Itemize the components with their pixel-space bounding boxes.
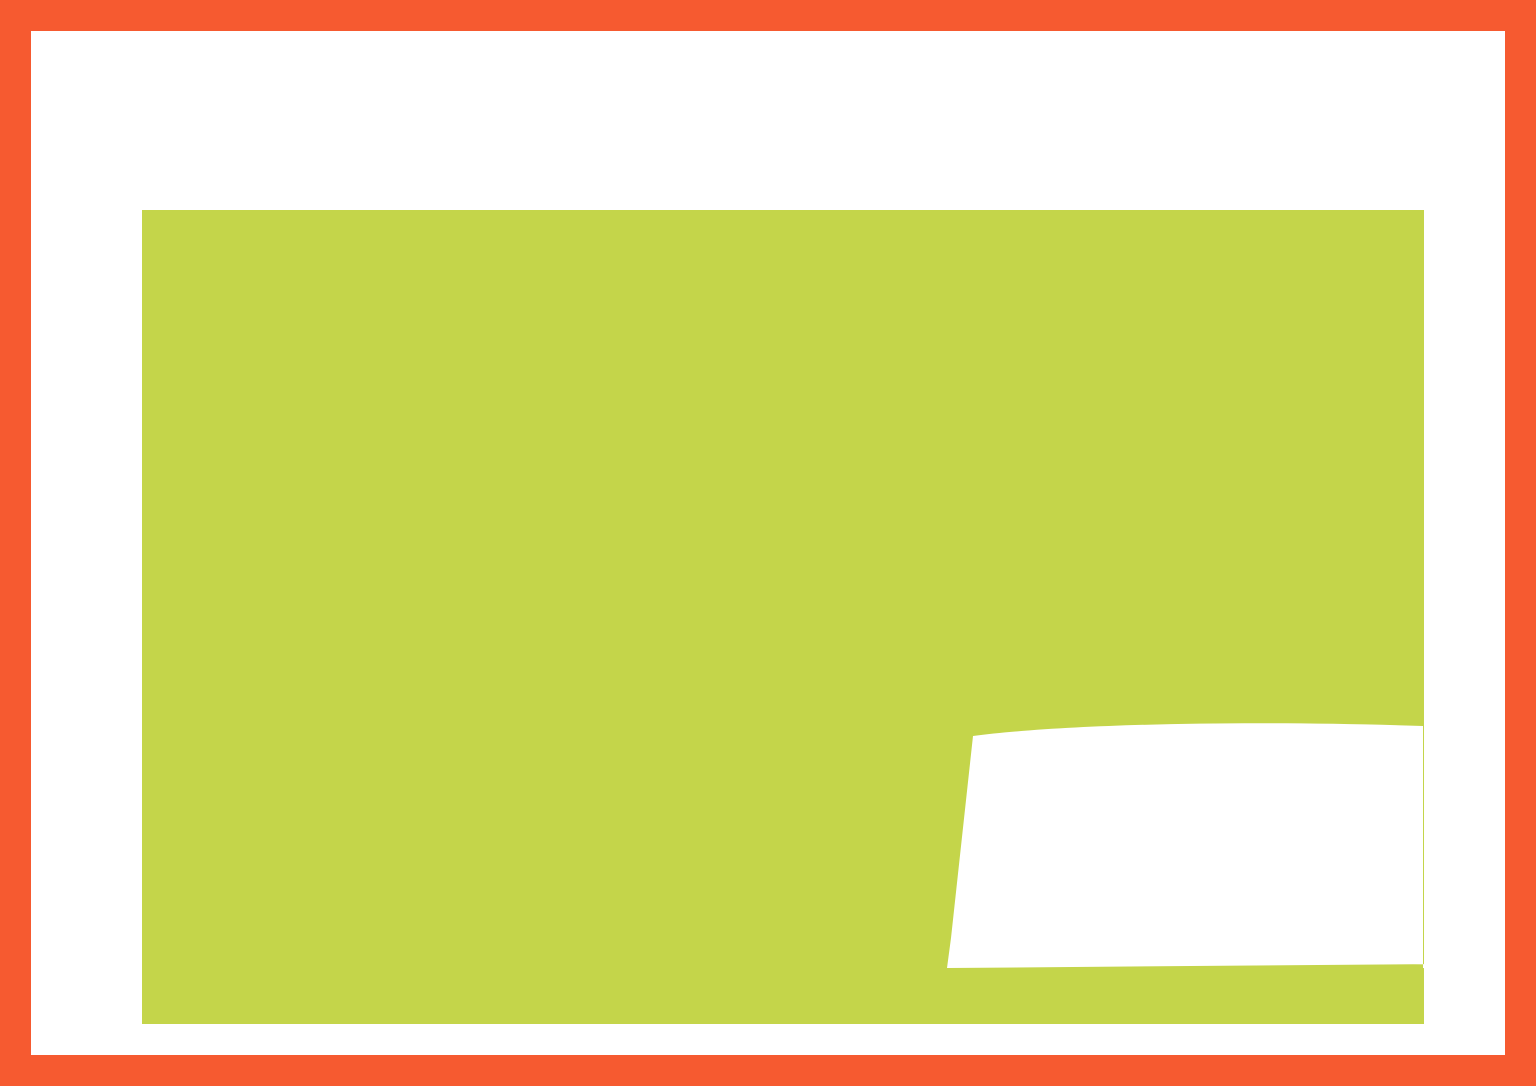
legend-panel (945, 718, 1455, 978)
